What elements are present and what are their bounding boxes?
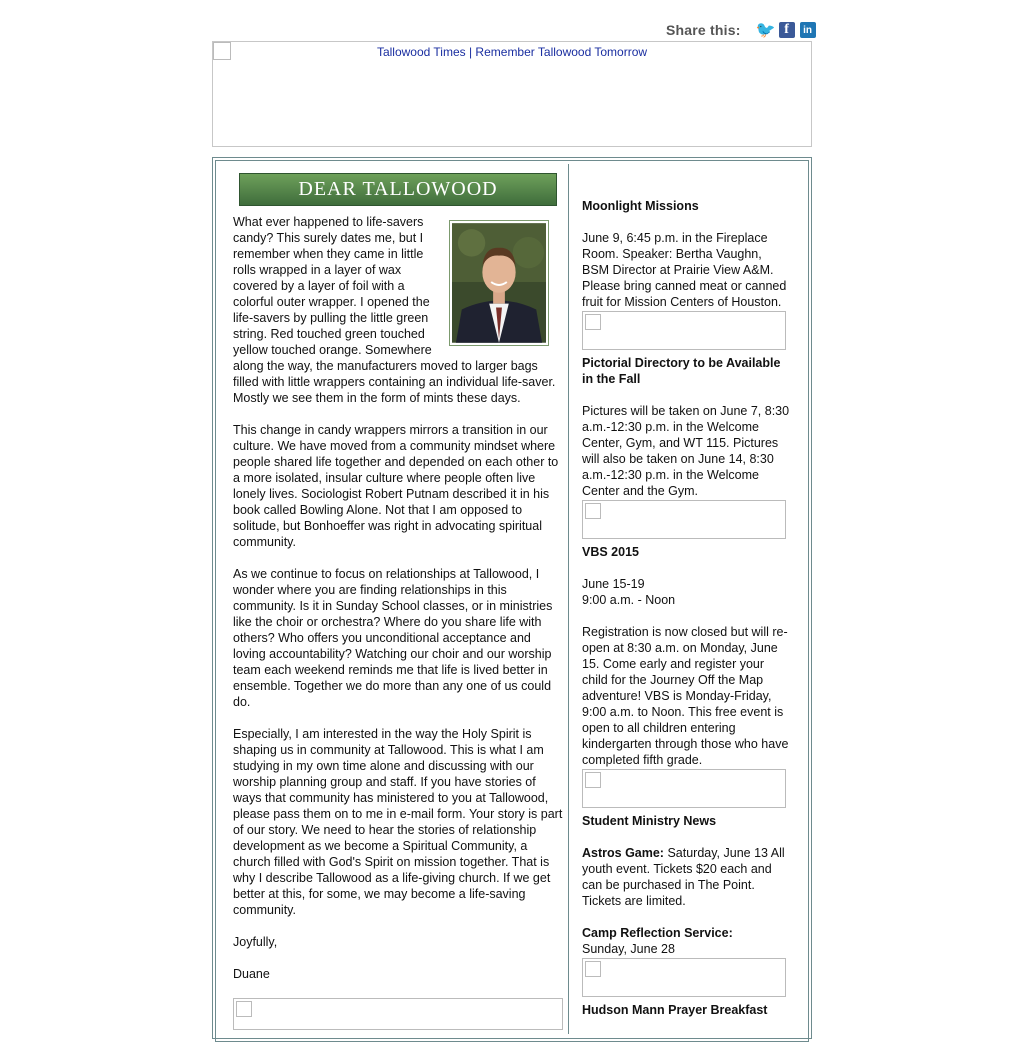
- broken-image-icon: [585, 503, 601, 519]
- vbs-dates: June 15-19: [582, 577, 645, 591]
- letter-body: [233, 214, 563, 998]
- share-label: Share this:: [666, 22, 741, 38]
- letter-paragraph: What ever happened to life-savers candy? This surely dates me, but I remember when they came in little rolls wrapped in a layer of wax covered by a layer of foil with a colorful outer wrapper. I opened the life-savers by pulling the little green string. Red touched green touched yellow touched orange. Somewhere along the way, the manufacturers moved to larger bags filled with little wrappers containing an individual life-saver. Mostly we see them in the form of mints these days.: [233, 215, 556, 405]
- vbs-title: VBS 2015: [582, 545, 639, 559]
- linkedin-icon[interactable]: in: [800, 22, 816, 38]
- astros-game-item: [582, 845, 790, 909]
- directory-body: Pictures will be taken on June 7, 8:30 a.m.-12:30 p.m. in the Welcome Center, Gym, and WT 115. Pictures will also be taken on June 14, 8:30 a.m.-12:30 p.m. in the Welcome Center and the Gym.: [582, 404, 790, 498]
- broken-image-icon: [585, 961, 601, 977]
- letter-footer-image: [233, 998, 563, 1030]
- student-ministry-title: Student Ministry News: [582, 814, 717, 828]
- divider-image: [582, 958, 786, 997]
- directory-title: Pictorial Directory to be Available in the Fall: [582, 356, 781, 386]
- broken-image-icon: [585, 314, 601, 330]
- dear-tallowood-header: [239, 173, 557, 206]
- banner-alt-text[interactable]: Tallowood Times | Remember Tallowood Tomorrow: [376, 45, 648, 59]
- letter-paragraph: Especially, I am interested in the way the Holy Spirit is shaping us in community at Tallowood. This is what I am studying in my own time alone and discussing with our worship planning group and staff. If you have stories of ways that community has ministered to you at Tallowood, please pass them on to me in e-mail form. Your story is part of our story. We need to hear the stories of relationship development as we become a Spiritual Community, a church filled with God's Spirit on mission together. That is why I describe Tallowood as a life-giving church. If we get better at this, for some, we may become a life-saving community.: [233, 727, 563, 917]
- divider-image: [582, 500, 786, 539]
- moonlight-missions-title: Moonlight Missions: [582, 199, 699, 213]
- vbs-body: Registration is now closed but will re-open at 8:30 a.m. on Monday, June 15. Come early and register your child for the Journey Off the Map adventure! VBS is Monday-Friday, 9:00 a.m. to Noon. This free event is open to all children entering kindergarten through those who have completed fifth grade.: [582, 625, 789, 767]
- letter-paragraph: As we continue to focus on relationships at Tallowood, I wonder where you are finding relationships in this community. Is it in Sunday School classes, or in ministries like the choir or orchestra? Where do you share life with others? Who offers you unconditional acceptance and loving accountability? Watching our choir and our worship team each weekend reminds me that life is lived better in ensemble. Together we do more than any one of us could do.: [233, 567, 553, 709]
- divider-image: [582, 769, 786, 808]
- dear-tallowood-title: DEAR TALLOWOOD: [298, 178, 498, 200]
- broken-image-icon: [585, 772, 601, 788]
- moonlight-missions-body: June 9, 6:45 p.m. in the Fireplace Room. Speaker: Bertha Vaughn, BSM Director at Prairie View A&M. Please bring canned meat or canned fruit for Mission Centers of Houston.: [582, 231, 787, 309]
- broken-image-icon: [236, 1001, 252, 1017]
- letter-signature: Duane: [233, 967, 270, 981]
- column-divider: [568, 164, 569, 1034]
- letter-paragraph: This change in candy wrappers mirrors a transition in our culture. We have moved from a community mindset where people shared life together and depended on each other to a more isolated, insular culture where people often live lonely lives. Sociologist Robert Putnam described it in his book called Bowling Alone. Not that I am opposed to solitude, but Bonhoeffer was right in advocating spiritual community.: [233, 423, 559, 549]
- camp-reflection-item: [582, 925, 790, 957]
- astros-game-body: Saturday, June 13 All youth event. Tickets $20 each and can be purchased in The Point. Tickets are limited.: [582, 846, 785, 908]
- camp-reflection-body: Sunday, June 28: [582, 942, 675, 956]
- share-bar: [666, 20, 816, 40]
- divider-image: [582, 311, 786, 350]
- vbs-time: 9:00 a.m. - Noon: [582, 593, 676, 607]
- camp-reflection-label: Camp Reflection Service:: [582, 926, 733, 940]
- astros-game-label: Astros Game:: [582, 846, 664, 860]
- facebook-icon[interactable]: f: [779, 22, 795, 38]
- letter-closing: Joyfully,: [233, 935, 278, 949]
- twitter-icon[interactable]: 🐦: [755, 22, 776, 39]
- sidebar-news: [582, 198, 790, 1018]
- newsletter-banner[interactable]: [212, 41, 812, 147]
- hudson-mann-title: Hudson Mann Prayer Breakfast: [582, 1003, 768, 1017]
